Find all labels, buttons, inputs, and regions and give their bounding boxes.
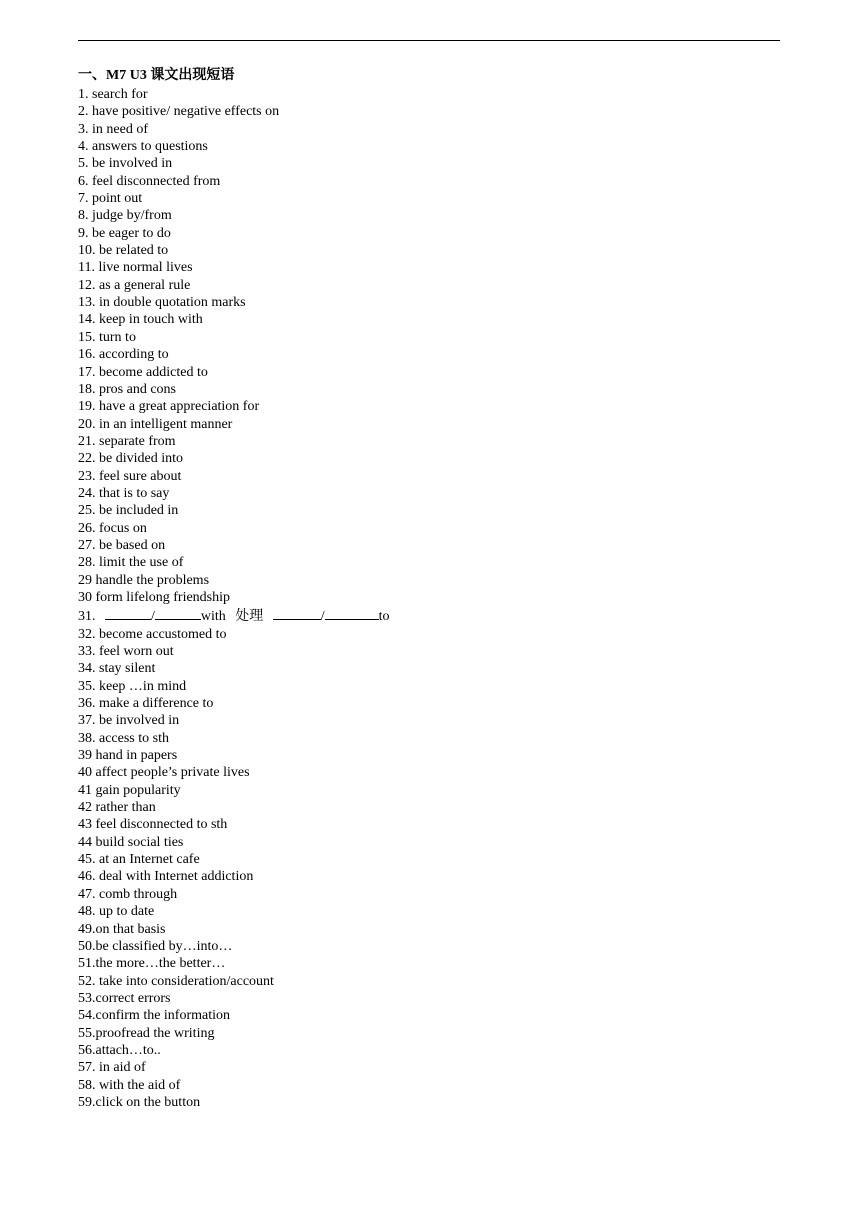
phrase-item: 29 handle the problems [78, 572, 210, 588]
phrase-item: 27. be based on [78, 537, 166, 553]
phrase-item: 8. judge by/from [78, 208, 172, 224]
phrase-item: 13. in double quotation marks [78, 295, 246, 311]
fill-blank[interactable] [155, 606, 201, 620]
phrase-item: 49.on that basis [78, 921, 166, 937]
phrase-item: 6. feel disconnected from [78, 173, 221, 189]
phrase-item: 15. turn to [78, 329, 136, 345]
phrase-item: 14. keep in touch with [78, 312, 203, 328]
phrase-item: 41 gain popularity [78, 782, 181, 798]
phrase-item: 47. comb through [78, 886, 178, 902]
item-31-to: to [378, 609, 390, 625]
item-31-slash: / [320, 609, 325, 625]
phrase-item: 55.proofread the writing [78, 1025, 215, 1041]
phrase-item: 42 rather than [78, 800, 156, 816]
phrase-item: 37. be involved in [78, 713, 180, 729]
phrase-item: 50.be classified by…into… [78, 938, 233, 954]
phrase-item: 4. answers to questions [78, 139, 208, 155]
phrase-item: 19. have a great appreciation for [78, 399, 260, 415]
phrase-item: 51.the more…the better… [78, 956, 226, 972]
phrase-item: 22. be divided into [78, 451, 183, 467]
phrase-item: 32. become accustomed to [78, 626, 227, 642]
phrase-item: 1. search for [78, 87, 148, 102]
phrase-item: 12. as a general rule [78, 277, 191, 293]
phrase-item: 52. take into consideration/account [78, 973, 274, 989]
phrase-item: 38. access to sth [78, 730, 169, 746]
item-31-chinese: 处理 [235, 609, 264, 625]
phrase-item: 17. become addicted to [78, 364, 208, 380]
header-rule [78, 40, 780, 41]
phrase-item: 7. point out [78, 191, 143, 207]
phrase-item: 36. make a difference to [78, 696, 214, 712]
phrase-item: 34. stay silent [78, 661, 156, 677]
item-31-number: 31. [78, 609, 96, 625]
phrase-item: 35. keep …in mind [78, 678, 187, 694]
phrase-item: 43 feel disconnected to sth [78, 817, 228, 833]
phrase-item: 23. feel sure about [78, 468, 182, 484]
phrase-item: 2. have positive/ negative effects on [78, 104, 280, 120]
phrase-item: 10. be related to [78, 243, 169, 259]
phrase-item: 44 build social ties [78, 834, 184, 850]
section-heading: 一、M7 U3 课文出现短语 [78, 68, 235, 83]
phrase-item: 58. with the aid of [78, 1077, 181, 1093]
fill-blank[interactable] [325, 606, 379, 620]
phrase-item: 5. be involved in [78, 156, 173, 172]
phrase-item: 40 affect people’s private lives [78, 765, 250, 781]
phrase-item: 33. feel worn out [78, 644, 174, 659]
phrase-item: 26. focus on [78, 520, 147, 536]
phrase-item: 57. in aid of [78, 1060, 146, 1076]
phrase-item: 25. be included in [78, 503, 179, 519]
phrase-item: 24. that is to say [78, 485, 170, 501]
phrase-item: 45. at an Internet cafe [78, 852, 200, 868]
phrase-item: 53.correct errors [78, 990, 171, 1006]
phrase-item: 20. in an intelligent manner [78, 416, 233, 432]
phrase-item: 3. in need of [78, 121, 148, 137]
phrase-item: 18. pros and cons [78, 381, 176, 397]
phrase-item: 59.click on the button [78, 1094, 201, 1110]
phrase-item-31 [78, 606, 778, 625]
item-31-with: with [200, 609, 226, 625]
fill-blank[interactable] [105, 606, 151, 620]
phrase-list [78, 66, 778, 1111]
phrase-item: 30 form lifelong friendship [78, 589, 231, 605]
phrase-item: 48. up to date [78, 904, 155, 920]
phrase-item: 39 hand in papers [78, 748, 178, 764]
phrase-item: 9. be eager to do [78, 225, 171, 241]
item-31-slash: / [151, 609, 155, 625]
phrase-item: 16. according to [78, 347, 169, 363]
phrase-item: 28. limit the use of [78, 555, 184, 571]
phrase-item: 21. separate from [78, 433, 176, 449]
phrase-list-part-1 [78, 86, 778, 606]
phrase-item: 46. deal with Internet addiction [78, 869, 254, 885]
fill-blank[interactable] [273, 606, 321, 620]
phrase-item: 54.confirm the information [78, 1008, 231, 1024]
phrase-list-part-2 [78, 626, 778, 1112]
phrase-item: 56.attach…to.. [78, 1042, 161, 1058]
phrase-item: 11. live normal lives [78, 260, 193, 276]
